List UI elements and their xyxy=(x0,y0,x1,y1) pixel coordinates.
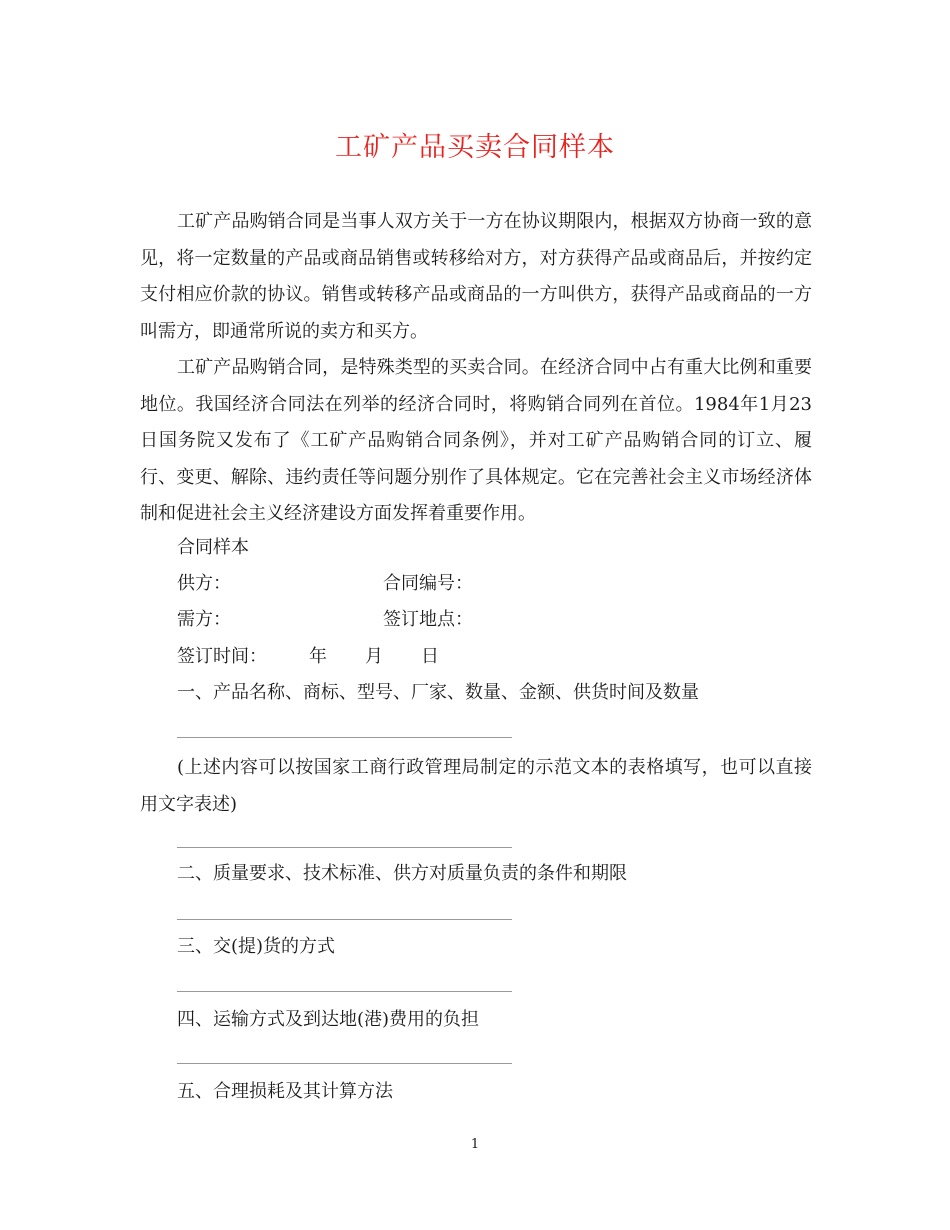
clause-2: 二、质量要求、技术标准、供方对质量负责的条件和期限 xyxy=(177,863,627,884)
month-label: 月 xyxy=(365,646,383,667)
clause-4: 四、运输方式及到达地(港)费用的负担 xyxy=(177,1009,480,1030)
clause-3: 三、交(提)货的方式 xyxy=(177,936,336,957)
intro-paragraph-2: 工矿产品购销合同，是特殊类型的买卖合同。在经济合同中占有重大比例和重要地位。我国经济合同法在列举的经济合同时，将购销合同列在首位。1984年1月23日国务院又发布了《工矿产品购销合同条例》，并对工矿产品购销合同的订立、履行、变更、解除、违约责任等问题分别作了具体规定。它在完善社会主义市场经济体制和促进社会主义经济建设方面发挥着重要作用。 xyxy=(140,357,812,524)
day-label: 日 xyxy=(421,646,439,667)
clause-5: 五、合理损耗及其计算方法 xyxy=(177,1081,393,1102)
sample-heading: 合同样本 xyxy=(177,537,249,558)
year-label: 年 xyxy=(309,646,327,667)
blank-line-4 xyxy=(177,991,512,992)
blank-line-3 xyxy=(177,919,512,920)
buyer-label: 需方： xyxy=(177,609,231,630)
clause-1: 一、产品名称、商标、型号、厂家、数量、金额、供货时间及数量 xyxy=(177,682,699,703)
contract-number-label: 合同编号： xyxy=(383,573,473,594)
supplier-label: 供方： xyxy=(177,573,231,594)
blank-line-2 xyxy=(177,847,512,848)
clause-1-note: (上述内容可以按国家工商行政管理局制定的示范文本的表格填写，也可以直接用文字表述) xyxy=(140,757,812,815)
sign-place-label: 签订地点： xyxy=(383,609,473,630)
sign-time-label: 签订时间： xyxy=(177,646,267,667)
blank-line-5 xyxy=(177,1063,512,1064)
page-number: 1 xyxy=(470,1137,480,1152)
intro-paragraph-1: 工矿产品购销合同是当事人双方关于一方在协议期限内，根据双方协商一致的意见，将一定数量的产品或商品销售或转移给对方，对方获得产品或商品后，并按约定支付相应价款的协议。销售或转移产品或商品的一方叫供方，获得产品或商品的一方叫需方，即通常所说的卖方和买方。 xyxy=(140,211,812,342)
document-title: 工矿产品买卖合同样本 xyxy=(335,132,615,163)
blank-line-1 xyxy=(177,737,512,738)
